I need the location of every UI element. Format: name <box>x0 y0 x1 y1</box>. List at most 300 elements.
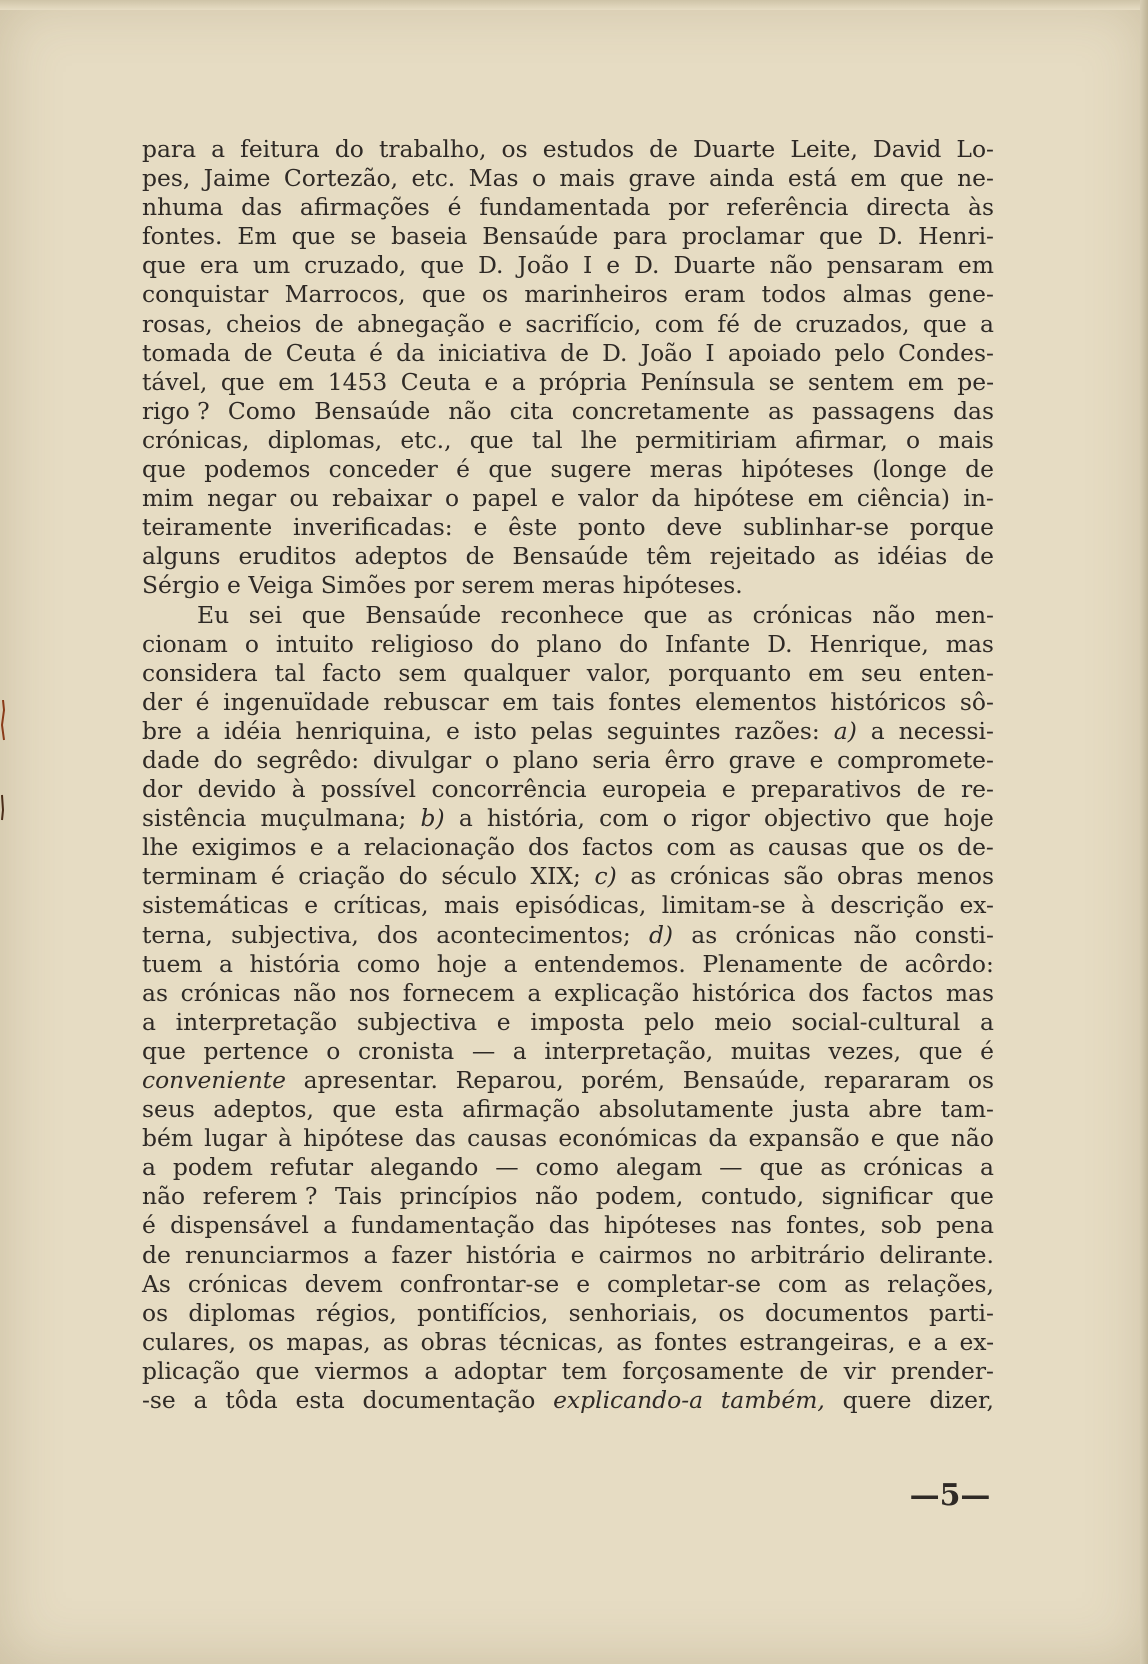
text-line <box>142 891 994 920</box>
word: proclamar <box>682 222 805 251</box>
word: a <box>503 949 518 978</box>
word: em <box>278 367 315 396</box>
word: meras <box>649 455 723 484</box>
word: diplomas, <box>267 425 383 454</box>
word: com <box>777 1269 828 1298</box>
word: o <box>445 484 460 513</box>
word: o <box>485 745 500 774</box>
word: mapas, <box>286 1327 371 1356</box>
word: e <box>473 513 488 542</box>
word: das <box>953 396 994 425</box>
word: d) <box>648 920 674 949</box>
word: fontes. <box>142 222 223 251</box>
word: completar-se <box>606 1269 761 1298</box>
word: teiramente <box>142 513 273 542</box>
word: plicação <box>142 1356 241 1385</box>
word: passagens <box>812 396 935 425</box>
word: porém, <box>581 1066 666 1094</box>
text-line <box>142 251 994 280</box>
text-line <box>142 513 994 542</box>
word: bém <box>142 1124 193 1153</box>
word: acôrdo: <box>904 949 994 978</box>
word: a <box>458 804 473 833</box>
word: do <box>618 629 649 658</box>
word: Duarte <box>693 135 776 163</box>
word: história, <box>486 804 585 833</box>
word: podem <box>172 1153 253 1182</box>
word: fontes <box>654 1327 728 1356</box>
word: não <box>769 251 813 280</box>
word: men- <box>934 600 994 629</box>
word: eram <box>684 280 746 309</box>
word: crónicas <box>863 1153 964 1182</box>
word: a <box>527 978 542 1007</box>
word: I <box>582 251 593 280</box>
word: prender- <box>890 1356 994 1385</box>
text-line <box>142 862 994 891</box>
word: que <box>301 600 346 629</box>
word: b) <box>420 804 445 833</box>
word: as <box>768 396 794 425</box>
word: pe- <box>957 367 994 396</box>
text-line <box>142 979 994 1008</box>
word: entendemos. <box>534 949 686 978</box>
word: rejeitado <box>709 542 816 571</box>
word: a <box>323 1211 338 1240</box>
text-line <box>142 571 994 600</box>
word: de <box>649 135 678 163</box>
word: os <box>248 1327 275 1356</box>
text-line <box>142 921 994 950</box>
word: mas <box>945 978 994 1007</box>
word: Mas <box>468 164 519 193</box>
word: alegando <box>370 1153 479 1182</box>
word: social-cultural <box>791 1007 961 1036</box>
word: — <box>495 1153 519 1182</box>
word: em <box>807 484 844 513</box>
word: hipóteses <box>603 1211 717 1240</box>
word: mais <box>443 891 500 920</box>
text-line <box>142 717 994 746</box>
word: grave <box>628 164 696 193</box>
word: Bensaúde <box>482 222 599 251</box>
word: estudos <box>542 135 635 163</box>
word: abre <box>868 1095 923 1124</box>
word: conveniente <box>142 1066 286 1094</box>
word: e <box>576 1269 591 1298</box>
word: adoptar <box>453 1356 547 1385</box>
text-line <box>142 1066 994 1095</box>
word: as <box>382 1327 409 1356</box>
page-top-edge <box>0 0 1148 10</box>
word: cairmos <box>598 1240 693 1269</box>
word: expansão <box>748 1124 860 1153</box>
text-line <box>142 775 994 804</box>
word: mais <box>938 425 994 454</box>
word: re- <box>960 775 994 804</box>
word: confrontar-se <box>399 1269 560 1298</box>
word: rigo ? <box>142 396 210 425</box>
word: culares, <box>142 1327 237 1356</box>
word: a <box>193 1386 208 1415</box>
word: a <box>363 1240 378 1269</box>
word: necessi- <box>898 716 994 745</box>
word: explicando-a <box>553 1386 704 1415</box>
word: tais <box>551 687 595 716</box>
word: pelo <box>644 1007 695 1036</box>
word: I <box>705 338 715 367</box>
word: que <box>291 222 336 251</box>
word: pelas <box>530 716 593 745</box>
word: à <box>800 891 815 920</box>
word: de <box>560 338 589 367</box>
word: os <box>142 1298 169 1327</box>
word: de <box>753 309 783 338</box>
word: causas <box>467 1124 548 1153</box>
word: porque <box>909 513 994 542</box>
word: em <box>502 687 539 716</box>
word: que <box>420 251 465 280</box>
word: Cortezão, <box>283 164 399 193</box>
word: negar <box>207 484 277 513</box>
word: c) <box>594 862 617 891</box>
word: também, <box>720 1386 825 1415</box>
word: as <box>691 920 718 949</box>
word: podem, <box>595 1182 684 1211</box>
word: descrição <box>830 891 945 920</box>
word: com <box>654 309 705 338</box>
word: crónicas <box>180 978 281 1007</box>
word: João <box>517 251 569 280</box>
word: história <box>465 1240 557 1269</box>
word: tuem <box>142 949 203 978</box>
word: rigor <box>690 804 750 833</box>
word: sob <box>880 1211 922 1240</box>
word: pertence <box>203 1036 309 1065</box>
word: Marrocos, <box>284 280 406 309</box>
word: referência <box>726 193 849 222</box>
word: crónicas <box>187 1269 288 1298</box>
text-line <box>142 1182 994 1211</box>
word: Plenamente <box>702 949 843 978</box>
word: meras <box>542 571 616 600</box>
word: meio <box>714 1007 772 1036</box>
word: Leite, <box>790 135 858 163</box>
word: alegam <box>615 1153 703 1182</box>
word: adeptos, <box>213 1095 314 1124</box>
word: a) <box>833 716 857 745</box>
word: Reparou, <box>455 1066 564 1094</box>
text-line <box>142 1328 994 1357</box>
word: Bensaúde <box>314 396 431 425</box>
word: apoiado <box>727 338 822 367</box>
word: em <box>850 164 887 193</box>
word: de <box>916 775 946 804</box>
word: criação <box>298 862 386 891</box>
word: hipóteses. <box>622 571 743 600</box>
word: princípios <box>399 1182 518 1211</box>
word: referem ? <box>202 1182 318 1211</box>
word: as <box>142 978 168 1007</box>
word: alguns <box>142 542 221 571</box>
word: religioso <box>370 629 474 658</box>
word: esta <box>295 1386 345 1415</box>
text-line <box>142 1008 994 1037</box>
word: ne- <box>957 164 994 193</box>
word: bre <box>142 716 182 745</box>
word: D. <box>767 629 793 658</box>
word: tal <box>531 425 563 454</box>
word: e <box>570 1240 585 1269</box>
word: no <box>706 1240 736 1269</box>
word: crónicas <box>669 862 770 891</box>
word: a <box>980 309 994 338</box>
word: são <box>783 862 824 891</box>
word: Bensaúde <box>512 542 629 571</box>
word: histórica <box>691 978 796 1007</box>
word: menos <box>916 862 994 891</box>
word: rosas, <box>142 309 213 338</box>
word: dos <box>808 978 850 1007</box>
word: da <box>396 338 426 367</box>
word: e <box>484 367 499 396</box>
word: sistência <box>142 804 247 833</box>
word: das <box>415 1124 456 1153</box>
text-line <box>142 426 994 455</box>
word: devido <box>197 775 277 804</box>
word: rebuscar <box>383 687 489 716</box>
word: é <box>369 338 383 367</box>
word: subjectiva, <box>231 920 359 949</box>
word: Sérgio <box>142 571 220 600</box>
word: pena <box>936 1211 994 1240</box>
word: os <box>501 135 528 163</box>
word: europeia <box>602 775 707 804</box>
text-line <box>142 1211 994 1240</box>
word: os <box>917 833 945 862</box>
word: históricos <box>830 687 947 716</box>
word: — <box>471 1036 496 1065</box>
word: Em <box>237 222 277 251</box>
word: baseia <box>391 222 468 251</box>
word: Bensaúde, <box>682 1066 807 1094</box>
word: de <box>799 1356 829 1385</box>
word: fontes, <box>786 1211 867 1240</box>
word: o <box>244 629 259 658</box>
word: sublinhar-se <box>743 513 890 542</box>
word: história <box>249 949 341 978</box>
word: pes, <box>142 164 191 193</box>
word: exigimos <box>191 833 297 862</box>
word: trabalho, <box>378 135 487 163</box>
word: — <box>719 1153 743 1182</box>
word: todos <box>761 280 827 309</box>
word: é <box>270 862 285 891</box>
word: feitura <box>240 135 320 163</box>
word: cionam <box>142 629 228 658</box>
word: relações, <box>887 1269 994 1298</box>
word: deve <box>666 513 723 542</box>
word: que <box>220 367 265 396</box>
word: renunciarmos <box>185 1240 350 1269</box>
word: etc. <box>411 164 456 193</box>
word: se <box>350 222 377 251</box>
page-right-edge <box>1140 0 1148 1664</box>
word: que <box>895 1124 940 1153</box>
word: relacionação <box>363 833 515 862</box>
word: factos <box>861 978 934 1007</box>
word: é <box>142 1211 156 1240</box>
word: 1453 <box>327 367 388 396</box>
word: seria <box>592 745 651 774</box>
word: viermos <box>314 1356 409 1385</box>
word: elementos <box>695 687 817 716</box>
word: que <box>469 425 514 454</box>
word: e <box>227 571 241 600</box>
word: documentos <box>764 1298 909 1327</box>
word: qualquer <box>463 658 570 687</box>
text-line <box>142 1124 994 1153</box>
word: Península <box>640 367 756 396</box>
text-line <box>142 339 994 368</box>
word: as <box>707 600 734 629</box>
body-text <box>142 135 994 1415</box>
word: podemos <box>204 455 311 484</box>
word: económicas <box>558 1124 698 1153</box>
word: crónicas, <box>142 425 250 454</box>
word: do <box>334 135 364 163</box>
word: David <box>872 135 942 163</box>
word: D. <box>877 222 904 251</box>
word: imposta <box>530 1007 625 1036</box>
word: consti- <box>914 920 994 949</box>
word: lhe <box>580 425 618 454</box>
word: hoje <box>436 949 487 978</box>
word: papel <box>472 484 538 513</box>
word: Veiga <box>248 571 314 600</box>
word: concretamente <box>571 396 750 425</box>
word: não <box>448 396 492 425</box>
word: as <box>844 1269 871 1298</box>
word: como <box>535 1153 599 1182</box>
word: Simões <box>320 571 407 600</box>
word: das <box>548 1211 590 1240</box>
word: (longe <box>872 455 947 484</box>
word: é <box>195 687 210 716</box>
word: idéia <box>223 716 282 745</box>
word: seguintes <box>606 716 721 745</box>
word: mim <box>142 484 194 513</box>
word: de- <box>957 833 994 862</box>
word: contudo, <box>700 1182 805 1211</box>
word: pensaram <box>826 251 944 280</box>
word: fundamentada <box>479 193 651 222</box>
binding-thread-mark <box>0 700 10 850</box>
word: o <box>906 425 921 454</box>
text-line <box>142 601 994 630</box>
text-line <box>142 688 994 717</box>
word: não <box>293 978 337 1007</box>
word: sô- <box>959 687 994 716</box>
word: estrangeiras, <box>739 1327 896 1356</box>
word: intuito <box>275 629 354 658</box>
text-line <box>142 542 994 571</box>
word: e <box>870 1124 885 1153</box>
word: Como <box>227 396 297 425</box>
word: a <box>511 367 526 396</box>
word: tável, <box>142 367 208 396</box>
word: Condes- <box>898 338 994 367</box>
word: refutar <box>269 1153 354 1182</box>
word: afirmar, <box>794 425 888 454</box>
word: fundamentação <box>351 1211 535 1240</box>
word: que <box>950 1182 994 1211</box>
text-line <box>142 659 994 688</box>
word: a <box>424 1356 439 1385</box>
word: permitiriam <box>635 425 777 454</box>
word: que <box>885 804 930 833</box>
word: D. <box>478 251 504 280</box>
word: hipótese <box>303 1124 404 1153</box>
word: factos <box>582 833 654 862</box>
word: etc., <box>400 425 452 454</box>
word: significar <box>821 1182 933 1211</box>
word: D. <box>634 251 660 280</box>
word: e <box>309 833 324 862</box>
word: causas <box>767 833 848 862</box>
text-line <box>142 1299 994 1328</box>
word: rebaixar <box>331 484 432 513</box>
word: interpretação <box>175 1007 338 1036</box>
word: e <box>550 484 565 513</box>
text-line <box>142 1037 994 1066</box>
word: dizer, <box>929 1386 994 1415</box>
text-line <box>142 368 994 397</box>
word: cita <box>509 396 554 425</box>
word: que <box>142 251 186 280</box>
word: pelo <box>834 338 885 367</box>
word: século <box>441 862 517 891</box>
word: a <box>219 949 233 978</box>
word: João <box>640 338 693 367</box>
text-line <box>142 1241 994 1270</box>
word: terna, <box>142 920 213 949</box>
text-line <box>142 310 994 339</box>
word: que <box>332 1095 377 1124</box>
word: como <box>356 949 421 978</box>
word: a <box>933 1327 948 1356</box>
word: do <box>213 745 243 774</box>
word: Tais <box>334 1182 383 1211</box>
word: ex- <box>959 1327 994 1356</box>
word: as <box>820 1153 847 1182</box>
word: tôda <box>225 1386 278 1415</box>
word: iniciativa <box>438 338 547 367</box>
word: fé <box>717 309 740 338</box>
word: almas <box>842 280 912 309</box>
page-number: —5— <box>909 1478 991 1513</box>
word: não <box>142 1182 186 1211</box>
word: para <box>613 222 668 251</box>
word: cronista <box>357 1036 455 1065</box>
text-line <box>142 222 994 251</box>
word: nas <box>730 1211 772 1240</box>
word: Jaime <box>203 164 271 193</box>
word: as <box>833 542 860 571</box>
word: é <box>447 193 462 222</box>
word: dade <box>142 745 200 774</box>
word: com <box>666 833 716 862</box>
